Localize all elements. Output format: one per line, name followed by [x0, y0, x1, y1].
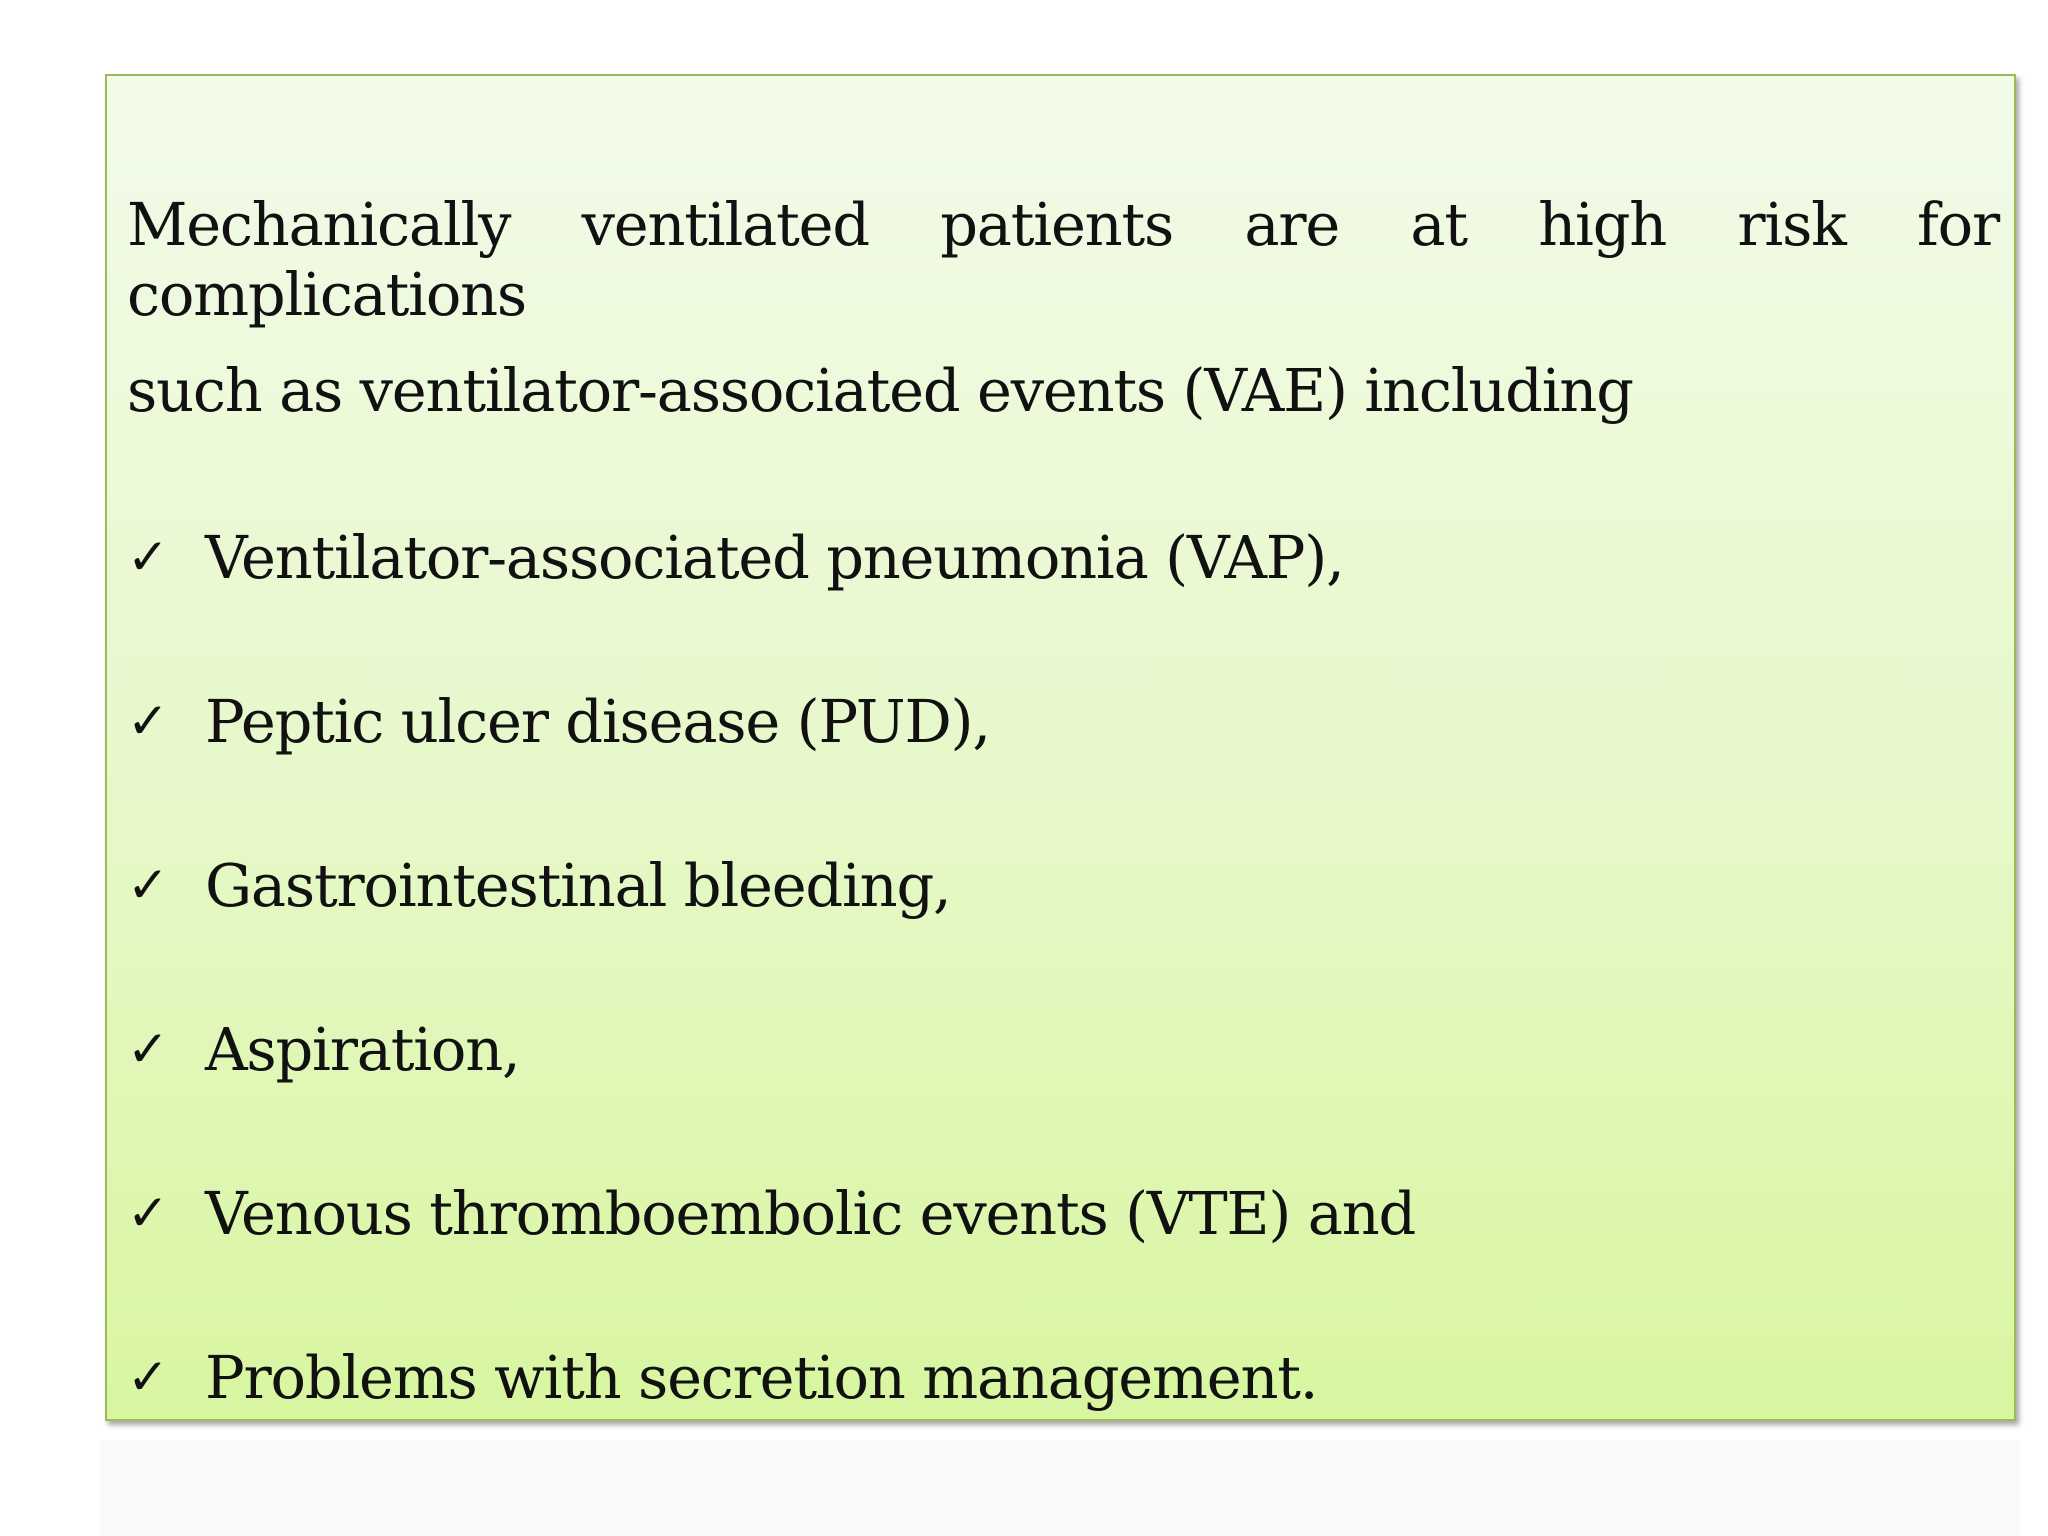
list-item	[127, 1342, 1415, 1412]
checkmark-icon: ✓	[127, 1348, 168, 1406]
list-item	[127, 686, 1415, 756]
list-item-label: Venous thromboembolic events (VTE) and	[205, 1178, 1416, 1248]
intro-line-1: Mechanically ventilated patients are at high risk for complications	[127, 190, 1999, 329]
checkmark-icon: ✓	[127, 528, 168, 586]
list-item-label: Peptic ulcer disease (PUD),	[205, 686, 990, 756]
list-item	[127, 1014, 1415, 1084]
checkmark-icon: ✓	[127, 1020, 168, 1078]
checkmark-icon: ✓	[127, 692, 168, 750]
list-item	[127, 522, 1415, 592]
checkmark-icon: ✓	[127, 1184, 168, 1242]
complications-list	[127, 522, 1415, 1506]
list-item-label: Aspiration,	[205, 1014, 520, 1084]
list-item	[127, 1178, 1415, 1248]
list-item-label: Problems with secretion management.	[205, 1342, 1318, 1412]
content-box	[105, 74, 2016, 1421]
list-item-label: Gastrointestinal bleeding,	[205, 850, 951, 920]
checkmark-icon: ✓	[127, 856, 168, 914]
list-item-label: Ventilator-associated pneumonia (VAP),	[205, 522, 1344, 592]
list-item	[127, 850, 1415, 920]
intro-line-2: such as ventilator-associated events (VAE) including	[127, 356, 1633, 425]
